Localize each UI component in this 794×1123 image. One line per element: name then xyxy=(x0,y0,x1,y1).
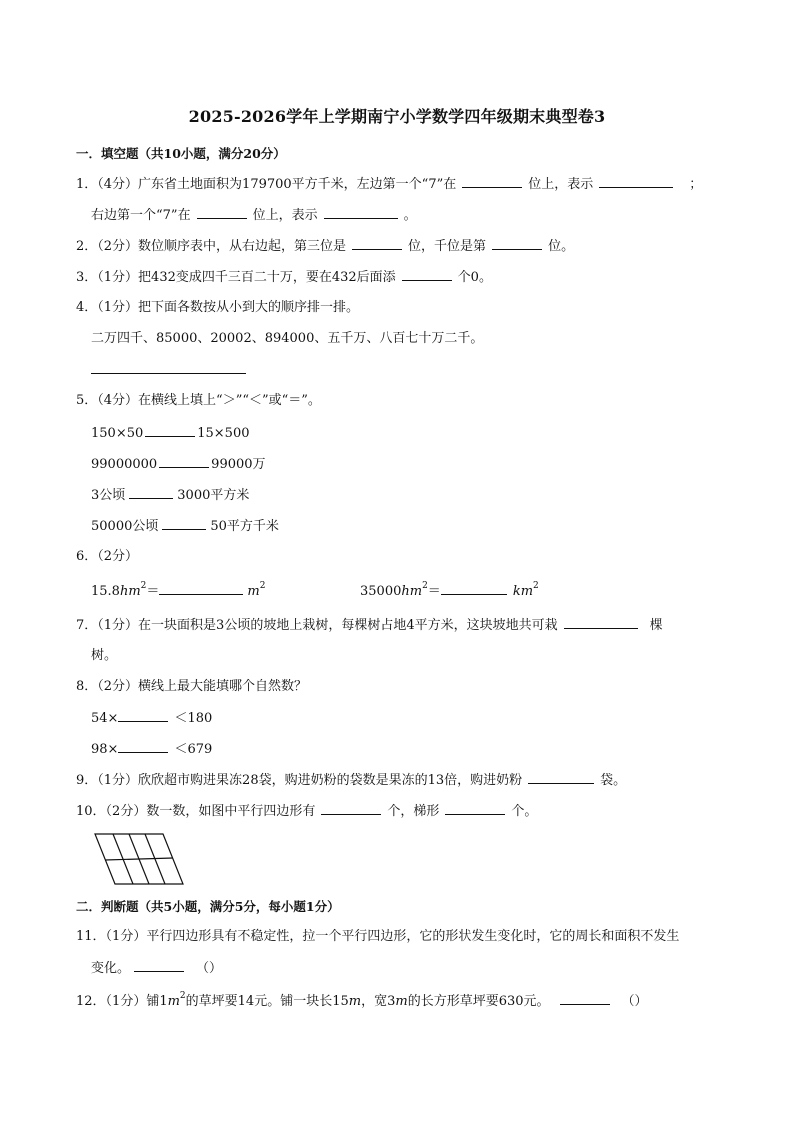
q8-r1-right: ＜180 xyxy=(174,711,213,726)
q6-unit-3: hm xyxy=(401,584,423,599)
q6-conversion-1 xyxy=(91,582,265,601)
q12-text-d: 的长方形草坪要630元。 xyxy=(407,994,550,1009)
q9-text-a: 9．（1分）欣欣超市购进果冻28袋，购进奶粉的袋数是果冻的13倍，购进奶粉 xyxy=(76,773,523,788)
q10-text-b: 个，梯形 xyxy=(387,804,440,819)
q2-blank-1[interactable] xyxy=(352,237,402,250)
q5-r2-right: 99000万 xyxy=(211,457,266,472)
q12-text-a: 12．（1分）铺1 xyxy=(76,994,168,1009)
q6-blank-2[interactable] xyxy=(441,582,507,595)
question-4: 4．（1分）把下面各数按从小到大的顺序排一排。 xyxy=(76,300,360,315)
q1-text-f: 。 xyxy=(403,208,417,223)
q3-blank-1[interactable] xyxy=(402,268,452,281)
q10-text-a: 10．（2分）数一数，如图中平行四边形有 xyxy=(76,804,316,819)
q5-r1-blank[interactable] xyxy=(145,424,195,437)
q6-exp-4: 2 xyxy=(533,581,539,591)
q5-r1-right: 15×500 xyxy=(197,426,250,441)
q6-conversion-2 xyxy=(360,582,539,601)
q6-exp-1: 2 xyxy=(140,581,147,591)
q12-text-c: ，宽3 xyxy=(361,994,396,1009)
question-1-line-1 xyxy=(76,175,702,194)
q5-r3-blank[interactable] xyxy=(129,486,173,499)
q5-row-4 xyxy=(91,517,279,536)
q8-row-2 xyxy=(91,740,212,759)
q8-r1-blank[interactable] xyxy=(118,709,168,722)
q7-text-a: 7．（1分）在一块面积是3公顷的坡地上栽树，每棵树占地4平方米，这块坡地共可栽 xyxy=(76,618,558,633)
q5-r2-left: 99000000 xyxy=(91,457,158,472)
q12-blank-1[interactable] xyxy=(560,992,610,1005)
question-11: 11．（1分）平行四边形具有不稳定性，拉一个平行四边形，它的形状发生变化时，它的周长和面积不发生 xyxy=(76,929,680,944)
q5-row-3 xyxy=(91,486,249,505)
section-fill-in-title: 一．填空题（共10小题，满分20分） xyxy=(76,146,286,161)
q12-exp-1: 2 xyxy=(179,991,186,1001)
q12-text-b: 的草坪要14元。铺一块长15 xyxy=(185,994,349,1009)
q10-text-c: 个。 xyxy=(511,804,538,819)
q1-text-d: 右边第一个“7”在 xyxy=(91,208,191,223)
q6-exp-2: 2 xyxy=(259,581,266,591)
q5-r1-left: 150×50 xyxy=(91,426,144,441)
page-title: 2025-2026学年上学期南宁小学数学四年级期末典型卷3 xyxy=(188,107,606,126)
question-3 xyxy=(76,268,492,287)
q5-r3-right: 3000平方米 xyxy=(177,488,250,503)
question-5: 5．（4分）在横线上填上“＞”“＜”或“＝”。 xyxy=(76,393,321,408)
q1-text-a: 1．（4分）广东省土地面积为179700平方千米，左边第一个“7”在 xyxy=(76,177,457,192)
q2-text-c: 位。 xyxy=(548,239,575,254)
q1-blank-4[interactable] xyxy=(324,206,398,219)
q9-blank-1[interactable] xyxy=(528,771,594,784)
q1-text-c: ； xyxy=(689,177,703,192)
q6-unit-4: km xyxy=(512,584,534,599)
q1-text-b: 位上，表示 xyxy=(528,177,594,192)
q2-text-b: 位，千位是第 xyxy=(408,239,487,254)
q12-paren: （） xyxy=(621,994,648,1009)
question-10 xyxy=(76,802,537,821)
q7-blank-1[interactable] xyxy=(564,616,638,629)
q2-text-a: 2．（2分）数位顺序表中，从右边起，第三位是 xyxy=(76,239,347,254)
q6-eq-2: ＝ xyxy=(427,584,441,599)
q5-r4-left: 50000公顷 xyxy=(91,519,159,534)
q10-blank-1[interactable] xyxy=(321,802,381,815)
q5-r4-right: 50平方千米 xyxy=(210,519,279,534)
q5-row-2 xyxy=(91,455,266,474)
q6-unit-2: m xyxy=(247,584,260,599)
q12-unit-3: m xyxy=(395,994,408,1009)
q4-blank-1[interactable] xyxy=(91,361,246,374)
question-12 xyxy=(76,992,648,1011)
q11-text-b: 变化。 xyxy=(91,961,131,976)
question-4-answer-line xyxy=(91,361,252,380)
q6-eq-1: ＝ xyxy=(146,584,160,599)
q12-unit-1: m xyxy=(167,994,180,1009)
question-7-line-2: 树。 xyxy=(91,648,118,663)
q8-row-1 xyxy=(91,709,212,728)
q2-blank-2[interactable] xyxy=(492,237,542,250)
question-1-line-2 xyxy=(91,206,417,225)
q6-blank-1[interactable] xyxy=(159,582,243,595)
q1-blank-1[interactable] xyxy=(462,175,522,188)
q8-r2-right: ＜679 xyxy=(174,742,213,757)
q1-text-e: 位上，表示 xyxy=(252,208,318,223)
q5-r2-blank[interactable] xyxy=(159,455,209,468)
q3-text-b: 个0。 xyxy=(457,270,492,285)
q1-blank-3[interactable] xyxy=(197,206,247,219)
q11-blank-1[interactable] xyxy=(134,959,184,972)
question-8: 8．（2分）横线上最大能填哪个自然数？ xyxy=(76,679,308,694)
q6-exp-3: 2 xyxy=(422,581,428,591)
parallelogram-figure xyxy=(93,832,185,886)
question-6: 6．（2分） xyxy=(76,549,139,564)
q7-text-b: 棵 xyxy=(649,618,663,633)
q6-unit-1: hm xyxy=(119,584,141,599)
q1-blank-2[interactable] xyxy=(599,175,673,188)
q5-row-1 xyxy=(91,424,250,443)
q5-r3-left: 3公顷 xyxy=(91,488,126,503)
question-11-line-2 xyxy=(91,959,222,978)
q12-unit-2: m xyxy=(348,994,362,1009)
question-7 xyxy=(76,616,663,635)
q5-r4-blank[interactable] xyxy=(162,517,206,530)
q11-paren: （） xyxy=(196,961,223,976)
q3-text-a: 3．（1分）把432变成四千三百二十万，要在432后面添 xyxy=(76,270,396,285)
q6-value-2: 35000 xyxy=(360,584,402,599)
question-4-numbers: 二万四千、85000、20002、894000、五千万、八百七十万二千。 xyxy=(91,331,484,346)
q6-value-1: 15.8 xyxy=(91,584,120,599)
question-9 xyxy=(76,771,626,790)
q8-r2-left: 98× xyxy=(91,742,119,757)
q8-r2-blank[interactable] xyxy=(118,740,168,753)
question-2 xyxy=(76,237,574,256)
q8-r1-left: 54× xyxy=(91,711,119,726)
section-judgement-title: 二．判断题（共5小题，满分5分，每小题1分） xyxy=(76,899,340,914)
q9-text-b: 袋。 xyxy=(600,773,627,788)
q10-blank-2[interactable] xyxy=(445,802,505,815)
